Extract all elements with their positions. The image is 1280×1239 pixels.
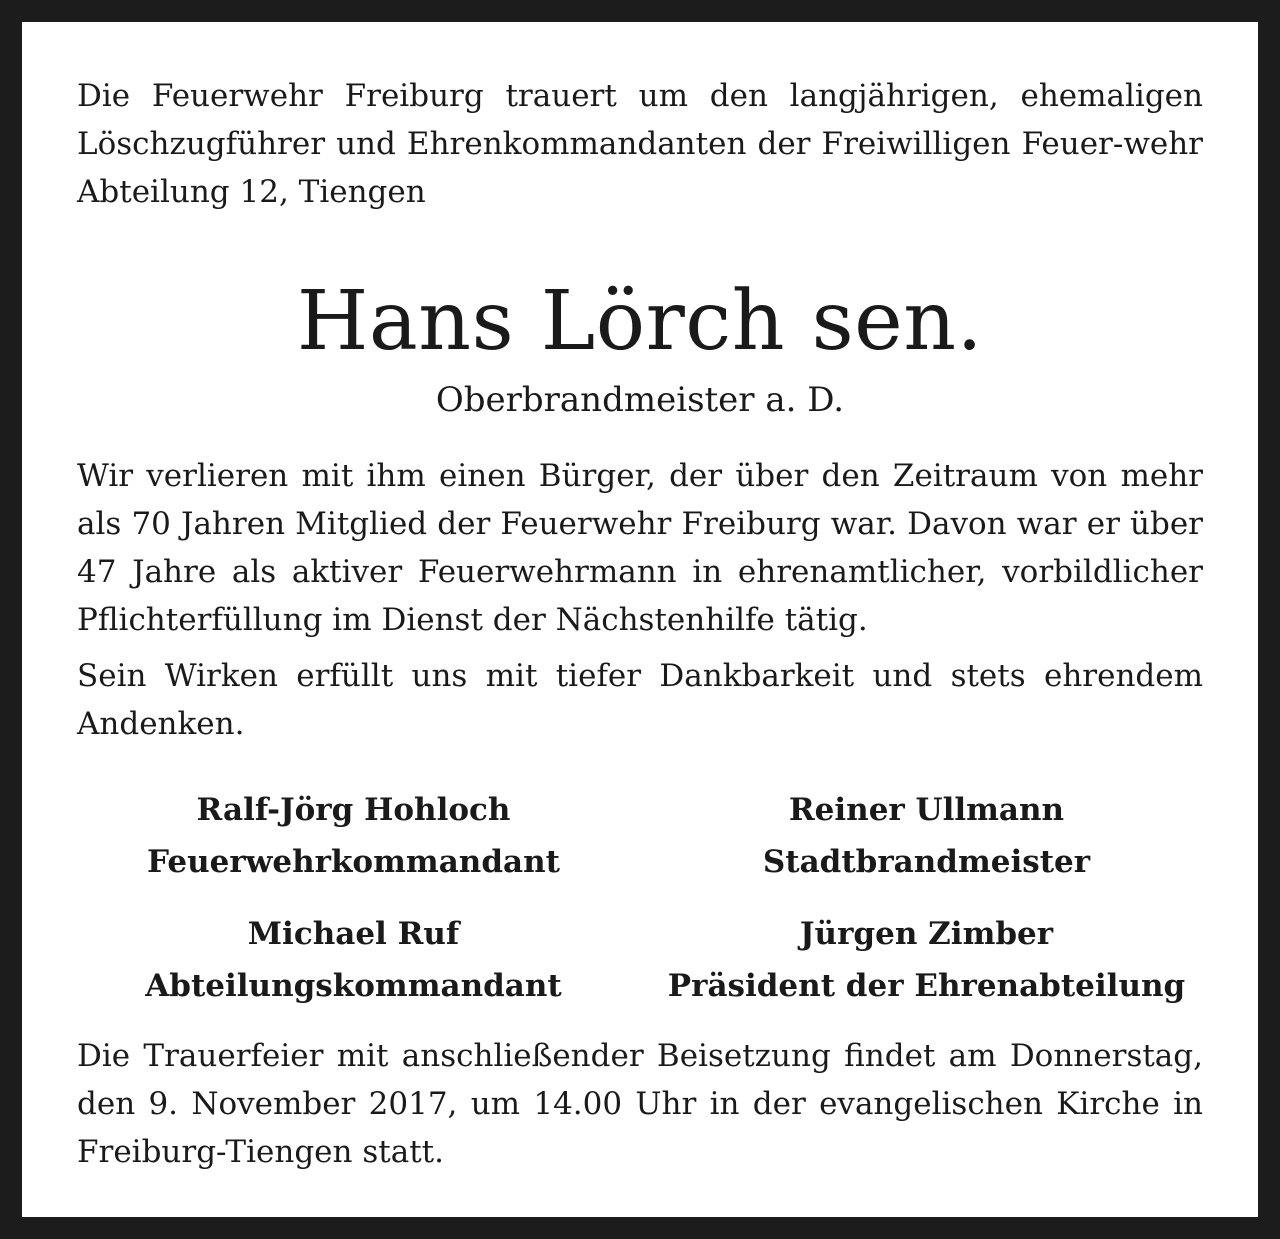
signatory-name: Michael Ruf bbox=[247, 916, 460, 952]
signatory-title: Präsident der Ehrenabteilung bbox=[667, 968, 1186, 1004]
signatory-name: Reiner Ullmann bbox=[788, 792, 1065, 828]
signatory-title: Feuerwehrkommandant bbox=[147, 844, 560, 880]
signatory-name: Jürgen Zimber bbox=[799, 916, 1054, 952]
gratitude-text: Sein Wirken erfüllt uns mit tiefer Dankbarkeit und stets ehrendem Andenken. bbox=[77, 658, 1203, 742]
deceased-name: Hans Lörch sen. bbox=[296, 274, 984, 369]
intro-text: Die Feuerwehr Freiburg trauert um den langjährigen, ehemaligen Löschzugführer und Ehrenkommandanten der Freiwilligen Feuer-wehr Abteilung 12, Tiengen bbox=[77, 78, 1203, 210]
signatory bbox=[77, 908, 630, 1012]
signatory-title: Abteilungskommandant bbox=[145, 968, 562, 1004]
signatory bbox=[650, 784, 1203, 888]
funeral-details: Die Trauerfeier mit anschließender Beisetzung findet am Donnerstag, den 9. November 2017, um 14.00 Uhr in der evangelischen Kirche in Freiburg-Tiengen statt. bbox=[77, 1038, 1203, 1170]
signatory-name: Ralf-Jörg Hohloch bbox=[196, 792, 511, 828]
signatories bbox=[77, 784, 1203, 1032]
obituary-notice bbox=[22, 22, 1258, 1217]
signatory-title: Stadtbrandmeister bbox=[762, 844, 1091, 880]
signatory bbox=[650, 908, 1203, 1012]
signatory bbox=[77, 784, 630, 888]
tribute-text: Wir verlieren mit ihm einen Bürger, der über den Zeitraum von mehr als 70 Jahren Mitglied der Feuerwehr Freiburg war. Davon war er über 47 Jahre als aktiver Feuerwehrmann in ehrenamtlicher, vorbildlicher Pflichterfüllung im Dienst der Nächstenhilfe tätig. bbox=[77, 458, 1203, 638]
deceased-rank: Oberbrandmeister a. D. bbox=[435, 380, 845, 420]
